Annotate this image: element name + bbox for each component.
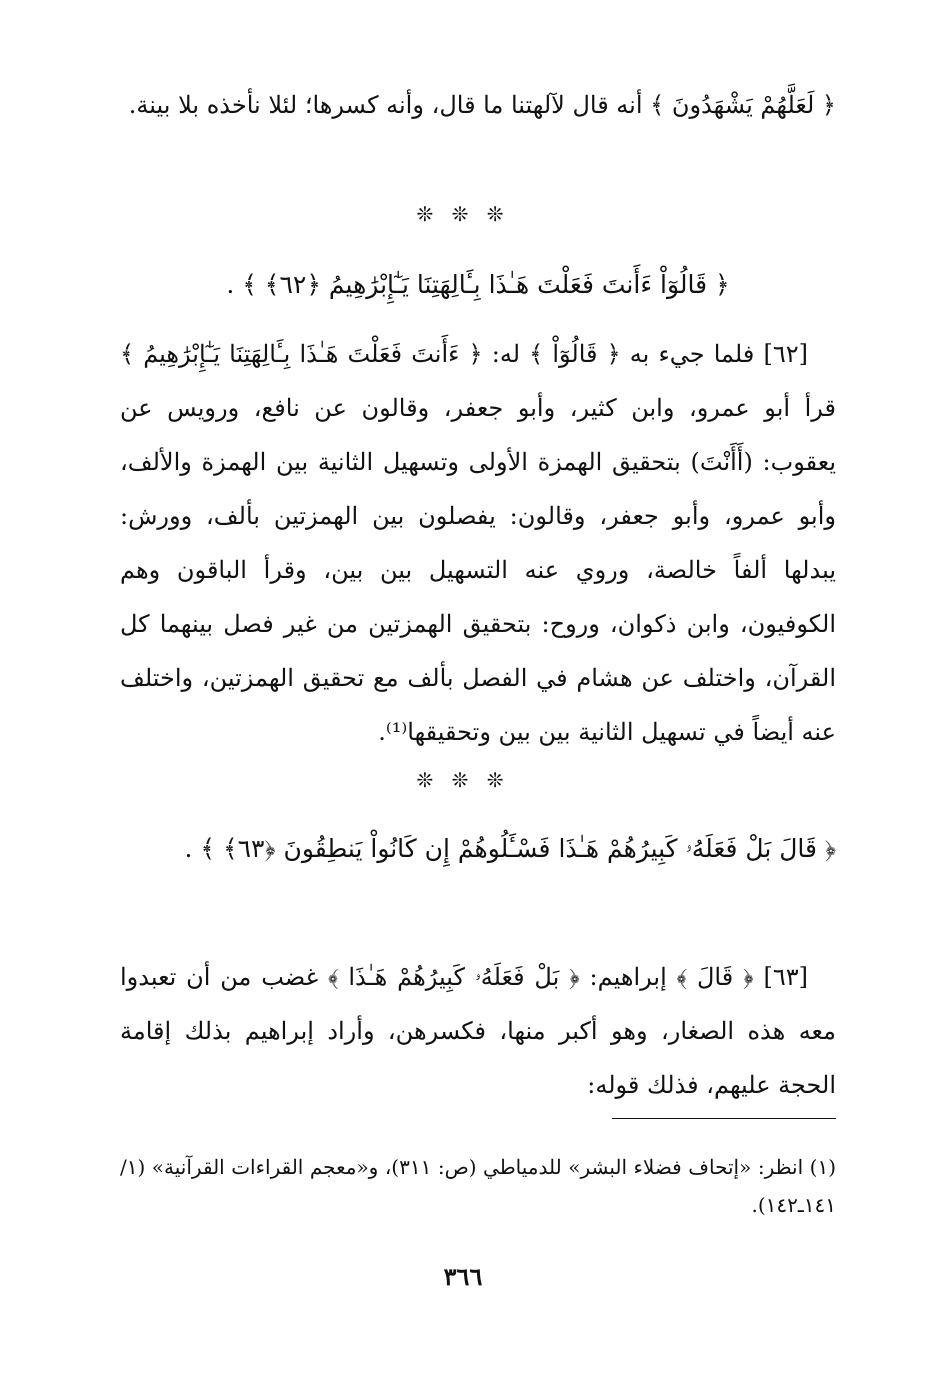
section-separator: ❊ ❊ ❊ bbox=[416, 768, 510, 792]
paragraph-continuation: ﴿ لَعَلَّهُمْ يَشْهَدُونَ ﴾ أنه قال لآلهتنا ما قال، وأنه كسرها؛ لئلا نأخذه بلا بينة. bbox=[128, 91, 836, 119]
footnote-divider bbox=[612, 1118, 836, 1119]
commentary-63: [٦٣] ﴿ قَالَ ﴾ إبراهيم: ﴿ بَلْ فَعَلَهُۥ كَبِيرُهُمْ هَـٰذَا ﴾ غضب من أن تعبدوا معه هذه الصغار، وهو أكبر منها، فكسرهن، وأراد إبراهيم بذلك إقامة الحجة عليهم، فذلك قوله: bbox=[120, 963, 836, 1099]
page-number: ٣٦٦ bbox=[443, 1262, 483, 1291]
section-separator: ❊ ❊ ❊ bbox=[416, 202, 510, 226]
footnote-1: (١) انظر: «إتحاف فضلاء البشر» للدمياطي (ص: ٣١١)، و«معجم القراءات القرآنية» (١/ ١٤١ـ١٤٢). bbox=[120, 1155, 836, 1217]
quran-verse-63: ﴿ قَالَ بَلْ فَعَلَهُۥ كَبِيرُهُمْ هَـٰذَا فَسْـَٔلُوهُمْ إِن كَانُواْ يَنطِقُونَ ﴿٦٣﴾ ﴾ . bbox=[184, 834, 836, 863]
quran-verse-62: ﴿ قَالُوٓاْ ءَأَنتَ فَعَلْتَ هَـٰذَا بِـَٔالِهَتِنَا يَـٰٓإِبْرَٰهِيمُ ﴿٦٢﴾ ﴾ . bbox=[226, 270, 730, 299]
commentary-62: [٦٢] فلما جيء به ﴿ قَالُوٓاْ ﴾ له: ﴿ ءَأَنتَ فَعَلْتَ هَـٰذَا بِـَٔالِهَتِنَا يَـٰٓإِبْرَٰهِيمُ ﴾ قرأ أبو عمرو، وابن كثير، وأبو جعفر، وقالون عن نافع، ورويس عن يعقوب: (أَأَنْتَ) بتحقيق الهمزة الأولى وتسهيل الثانية بين الهمزة والألف، وأبو عمرو، وأبو جعفر، وقالون: يفصلون بين الهمزتين بألف، وورش: يبدلها ألفاً خالصة، وروي عنه التسهيل بين بين، وقرأ الباقون وهم الكوفيون، وابن ذكوان، وروح: بتحقيق الهمزتين من غير فصل بينهما كل القرآن، واختلف عن هشام في الفصل بألف مع تحقيق الهمزتين، واختلف عنه أيضاً في تسهيل الثانية بين بين وتحقيقها⁽¹⁾. bbox=[120, 340, 836, 746]
